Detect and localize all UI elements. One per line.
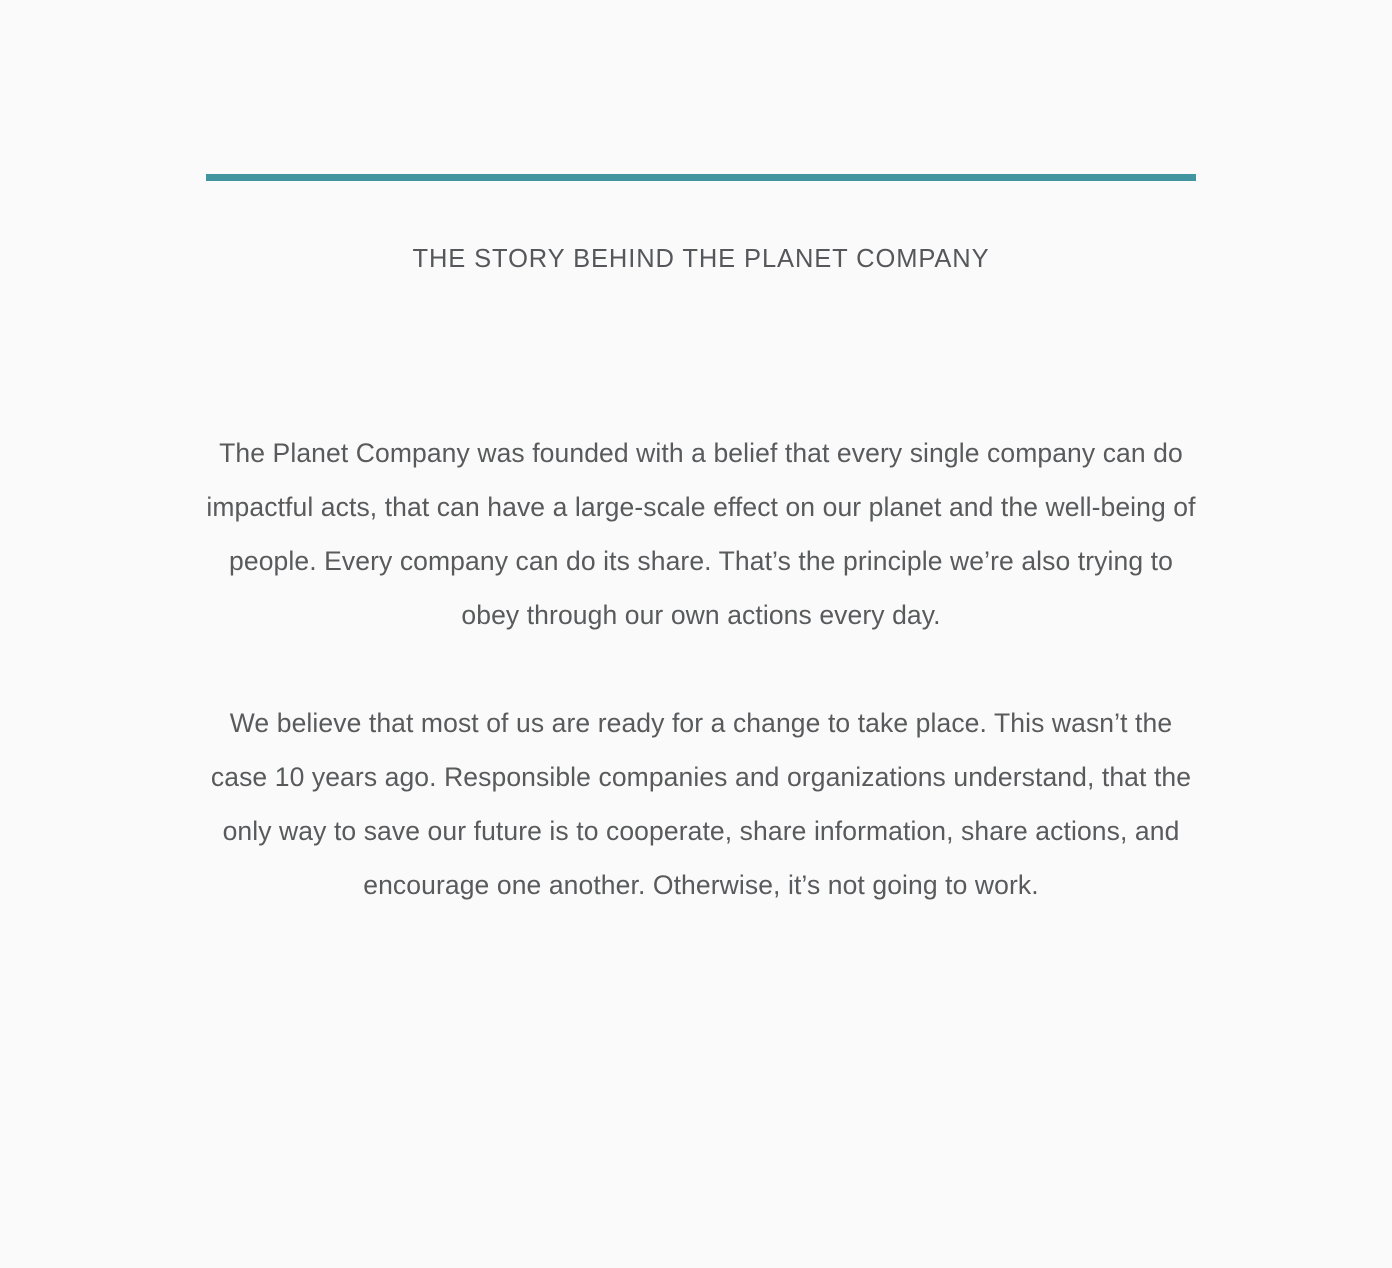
story-body: [206, 276, 1196, 912]
content-column: [206, 0, 1196, 912]
top-accent-rule: [206, 174, 1196, 181]
paragraph-1: The Planet Company was founded with a belief that every single company can do impactful acts, that can have a large-scale effect on our planet and the well-being of people. Every company can do its share. That’s the principle we’re also trying to obey through our own actions every day.: [206, 438, 1196, 631]
page-title: THE STORY BEHIND THE PLANET COMPANY: [412, 245, 990, 273]
paragraph-2: We believe that most of us are ready for a change to take place. This wasn’t the case 10 years ago. Responsible companies and organizations understand, that the only way to save our future is to cooperate, share information, share actions, and encourage one another. Otherwise, it’s not going to work.: [210, 708, 1192, 901]
